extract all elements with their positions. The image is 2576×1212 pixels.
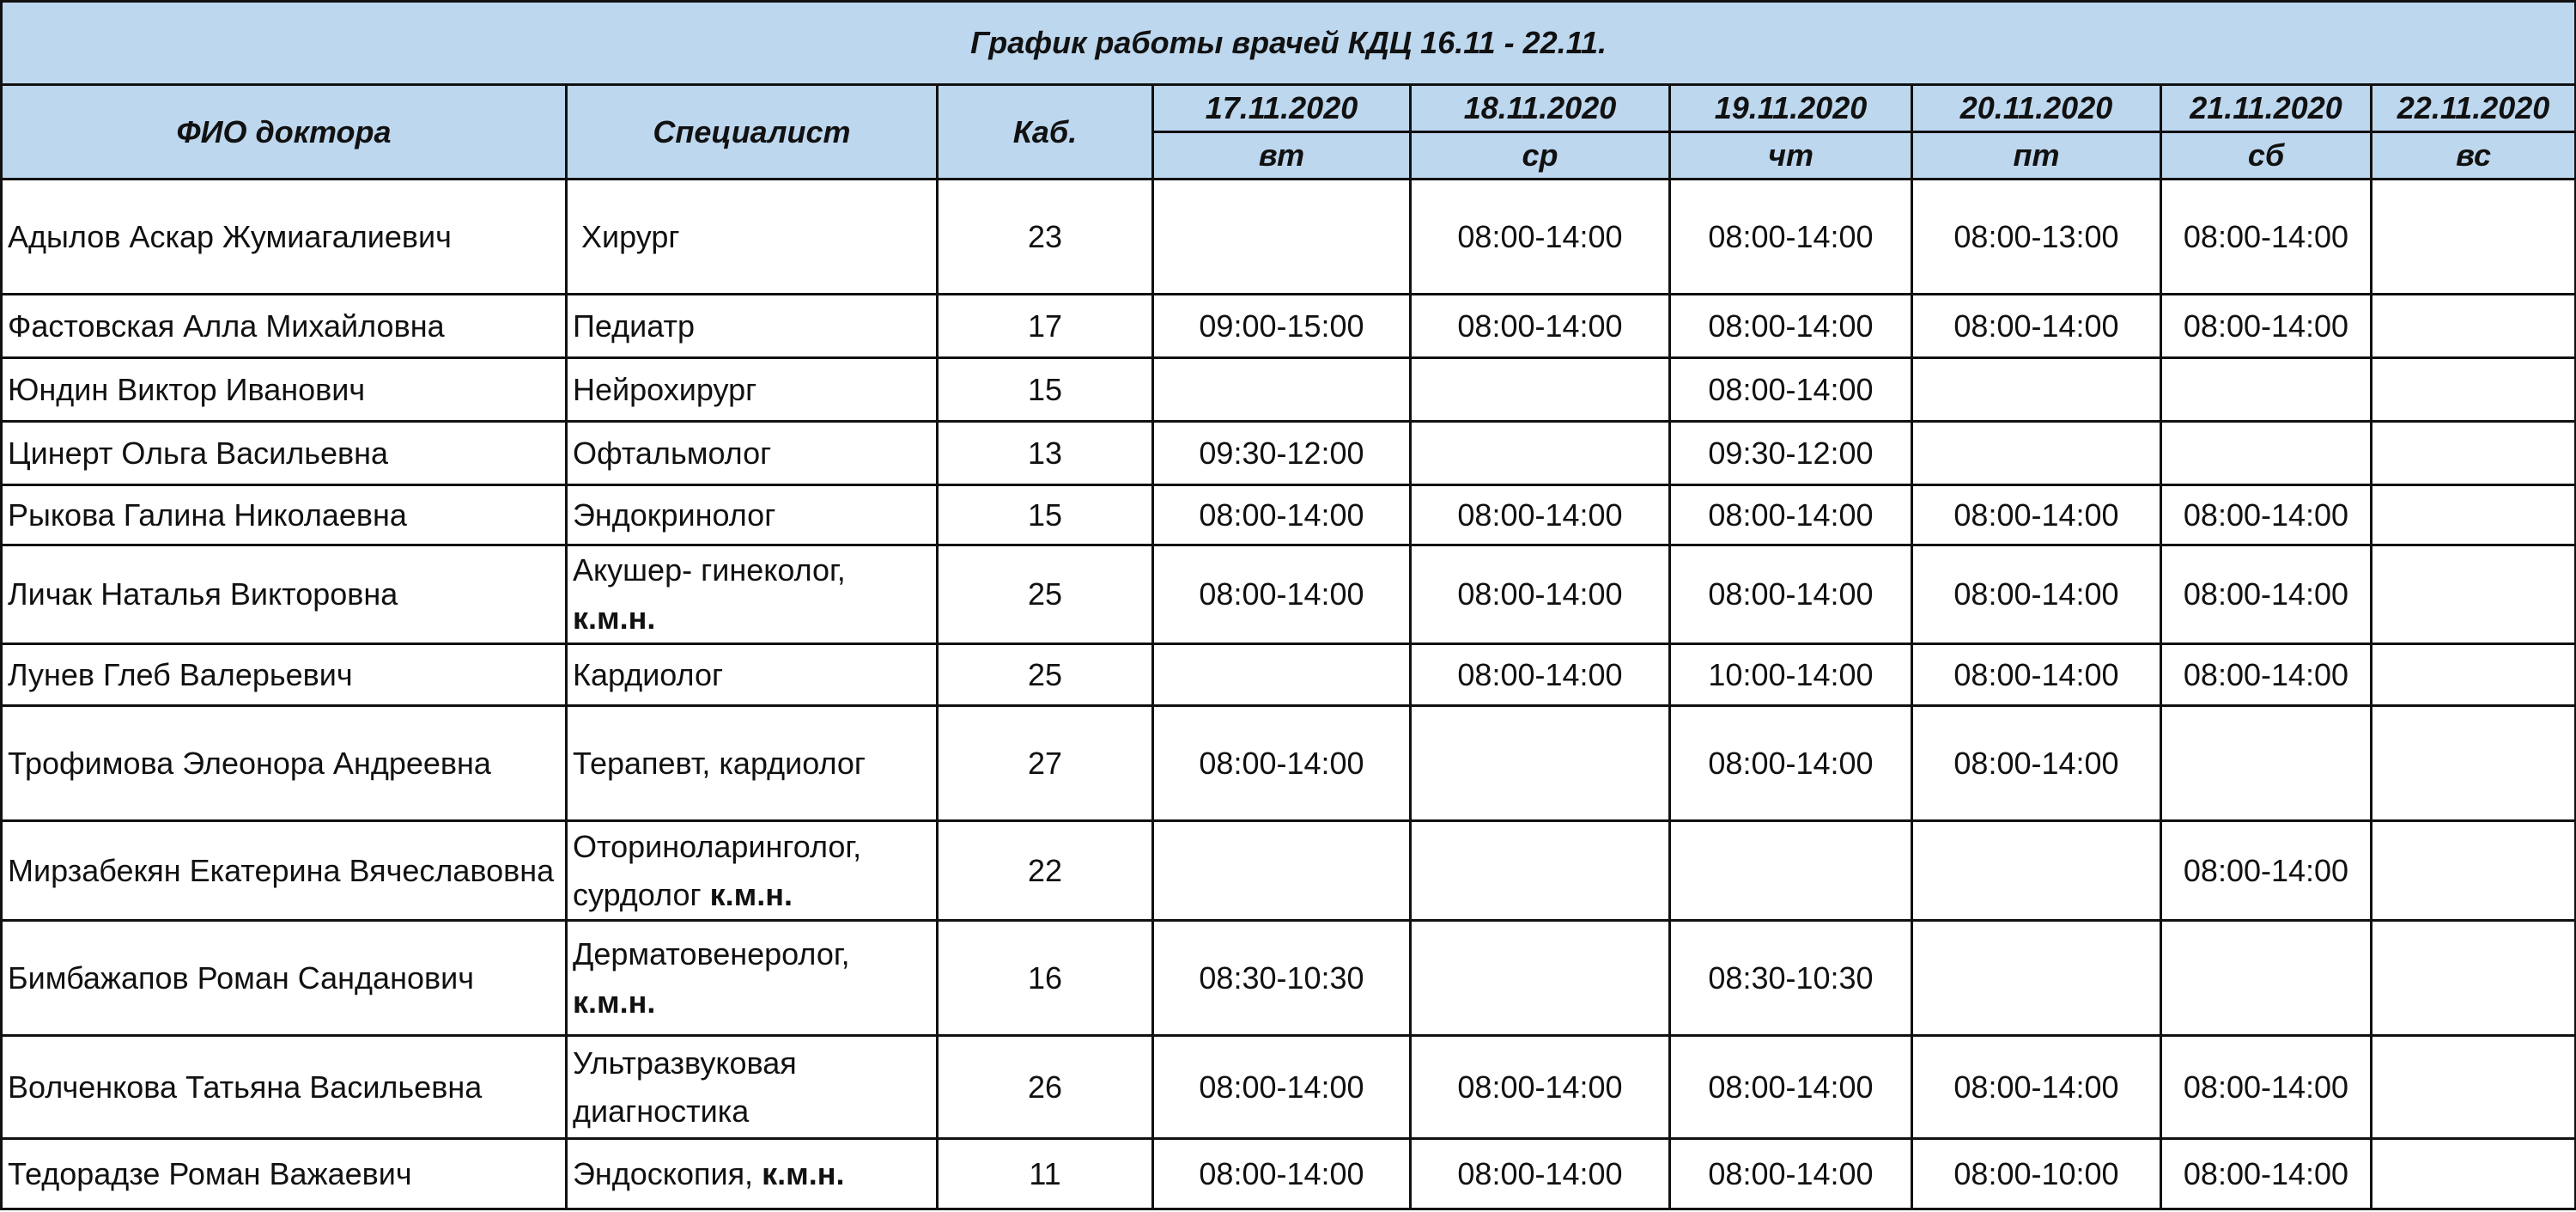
time-cell: [1153, 644, 1411, 706]
table-row: [2, 706, 2576, 821]
time-cell: [2161, 706, 2372, 821]
time-cell: 09:30-12:00: [1670, 422, 1912, 485]
time-cell: [2372, 921, 2576, 1036]
cabinet-number: 27: [938, 706, 1153, 821]
time-cell: [1411, 358, 1670, 422]
time-cell: [1912, 358, 2161, 422]
time-cell: [2161, 422, 2372, 485]
time-cell: 08:00-14:00: [1153, 1139, 1411, 1209]
time-cell: 08:00-14:00: [1670, 706, 1912, 821]
time-cell: 09:30-12:00: [1153, 422, 1411, 485]
time-cell: 08:00-14:00: [1670, 295, 1912, 358]
table-row: [2, 422, 2576, 485]
table-row: [2, 921, 2576, 1036]
doctor-specialty: [567, 1036, 938, 1139]
specialty-text: Офтальмолог: [573, 435, 772, 471]
doctor-name: Трофимова Элеонора Андреевна: [2, 706, 567, 821]
time-cell: [1153, 821, 1411, 921]
time-cell: [2372, 644, 2576, 706]
doctor-specialty: [567, 644, 938, 706]
time-cell: [2372, 422, 2576, 485]
cabinet-number: 25: [938, 545, 1153, 644]
time-cell: 08:00-14:00: [1670, 545, 1912, 644]
doctor-specialty: [567, 485, 938, 545]
time-cell: 08:00-14:00: [2161, 644, 2372, 706]
doctor-specialty: [567, 358, 938, 422]
time-cell: 08:00-14:00: [1411, 1036, 1670, 1139]
header-date: 20.11.2020: [1912, 85, 2161, 132]
cabinet-number: 23: [938, 180, 1153, 295]
header-weekday: пт: [1912, 132, 2161, 180]
cabinet-number: 15: [938, 485, 1153, 545]
time-cell: 08:00-14:00: [1411, 545, 1670, 644]
table-row: [2, 821, 2576, 921]
table-row: [2, 1036, 2576, 1139]
doctor-name: Фастовская Алла Михайловна: [2, 295, 567, 358]
header-weekday: чт: [1670, 132, 1912, 180]
table-row: [2, 1139, 2576, 1209]
time-cell: 08:00-14:00: [2161, 180, 2372, 295]
time-cell: 08:00-14:00: [2161, 1036, 2372, 1139]
time-cell: [1411, 821, 1670, 921]
specialty-text: Эндоскопия,: [573, 1155, 754, 1191]
time-cell: [2372, 545, 2576, 644]
time-cell: 08:00-14:00: [2161, 821, 2372, 921]
header-date: 19.11.2020: [1670, 85, 1912, 132]
specialty-text: Нейрохирург: [573, 371, 757, 407]
header-date: 21.11.2020: [2161, 85, 2372, 132]
doctor-specialty: [567, 706, 938, 821]
specialty-text: Акушер- гинеколог,: [573, 552, 846, 588]
table-row: [2, 644, 2576, 706]
time-cell: 08:00-14:00: [2161, 1139, 2372, 1209]
academic-degree: к.м.н.: [573, 600, 656, 636]
time-cell: 08:00-14:00: [1670, 1139, 1912, 1209]
time-cell: [1912, 821, 2161, 921]
time-cell: 08:00-14:00: [1153, 706, 1411, 821]
specialty-text: Оториноларинголог, сурдолог: [573, 828, 862, 912]
doctor-name: Тедорадзе Роман Важаевич: [2, 1139, 567, 1209]
time-cell: 08:00-14:00: [1670, 1036, 1912, 1139]
time-cell: [1411, 921, 1670, 1036]
cabinet-number: 22: [938, 821, 1153, 921]
doctor-name: Лунев Глеб Валерьевич: [2, 644, 567, 706]
schedule-title: График работы врачей КДЦ 16.11 - 22.11.: [2, 2, 2576, 85]
time-cell: 08:00-14:00: [1912, 706, 2161, 821]
header-name: ФИО доктора: [2, 85, 567, 180]
specialty-text: Кардиолог: [573, 656, 724, 692]
time-cell: 08:00-14:00: [1153, 545, 1411, 644]
time-cell: 08:00-14:00: [2161, 295, 2372, 358]
table-row: [2, 358, 2576, 422]
time-cell: 08:00-14:00: [1912, 485, 2161, 545]
doctor-name: Цинерт Ольга Васильевна: [2, 422, 567, 485]
header-weekday: сб: [2161, 132, 2372, 180]
cabinet-number: 26: [938, 1036, 1153, 1139]
time-cell: 08:00-14:00: [1670, 358, 1912, 422]
header-cabinet: Каб.: [938, 85, 1153, 180]
header-weekday: вс: [2372, 132, 2576, 180]
specialty-text: Эндокринолог: [573, 496, 776, 533]
doctor-name: Адылов Аскар Жумиагалиевич: [2, 180, 567, 295]
time-cell: 08:00-14:00: [1912, 545, 2161, 644]
doctor-name: Мирзабекян Екатерина Вячеславовна: [2, 821, 567, 921]
doctor-name: Волченкова Татьяна Васильевна: [2, 1036, 567, 1139]
cabinet-number: 15: [938, 358, 1153, 422]
time-cell: 08:30-10:30: [1670, 921, 1912, 1036]
time-cell: [2372, 485, 2576, 545]
table-row: [2, 180, 2576, 295]
time-cell: [1912, 921, 2161, 1036]
table-row: [2, 485, 2576, 545]
specialty-text: Дерматовенеролог,: [573, 935, 850, 971]
time-cell: 09:00-15:00: [1153, 295, 1411, 358]
specialty-text: Ультразвуковая диагностика: [573, 1045, 797, 1129]
doctor-specialty: [567, 545, 938, 644]
time-cell: [1411, 706, 1670, 821]
time-cell: 08:00-13:00: [1912, 180, 2161, 295]
academic-degree: к.м.н.: [709, 876, 793, 912]
time-cell: 08:00-14:00: [1411, 180, 1670, 295]
doctor-name: Бимбажапов Роман Санданович: [2, 921, 567, 1036]
doctor-name: Личак Наталья Викторовна: [2, 545, 567, 644]
time-cell: 10:00-14:00: [1670, 644, 1912, 706]
header-date: 22.11.2020: [2372, 85, 2576, 132]
time-cell: 08:00-14:00: [1153, 485, 1411, 545]
doctor-specialty: [567, 921, 938, 1036]
time-cell: [1153, 358, 1411, 422]
time-cell: 08:00-14:00: [1670, 485, 1912, 545]
header-weekday: вт: [1153, 132, 1411, 180]
time-cell: 08:00-14:00: [2161, 545, 2372, 644]
time-cell: 08:00-10:00: [1912, 1139, 2161, 1209]
time-cell: 08:00-14:00: [1912, 1036, 2161, 1139]
doctor-name: Рыкова Галина Николаевна: [2, 485, 567, 545]
time-cell: [2372, 358, 2576, 422]
header-date: 17.11.2020: [1153, 85, 1411, 132]
header-date: 18.11.2020: [1411, 85, 1670, 132]
time-cell: [2372, 1036, 2576, 1139]
specialty-text: Педиатр: [573, 308, 695, 344]
doctor-specialty: [567, 295, 938, 358]
cabinet-number: 11: [938, 1139, 1153, 1209]
time-cell: [1153, 180, 1411, 295]
time-cell: [2372, 295, 2576, 358]
academic-degree: к.м.н.: [762, 1155, 845, 1191]
time-cell: [2372, 706, 2576, 821]
time-cell: 08:00-14:00: [1411, 1139, 1670, 1209]
table-row: [2, 295, 2576, 358]
specialty-text: Терапевт, кардиолог: [573, 745, 866, 781]
time-cell: [1912, 422, 2161, 485]
table-row: [2, 545, 2576, 644]
time-cell: 08:00-14:00: [1670, 180, 1912, 295]
doctor-specialty: [567, 821, 938, 921]
academic-degree: к.м.н.: [573, 984, 656, 1020]
time-cell: 08:00-14:00: [1153, 1036, 1411, 1139]
cabinet-number: 13: [938, 422, 1153, 485]
cabinet-number: 16: [938, 921, 1153, 1036]
time-cell: [2161, 358, 2372, 422]
time-cell: [1670, 821, 1912, 921]
cabinet-number: 17: [938, 295, 1153, 358]
doctor-name: Юндин Виктор Иванович: [2, 358, 567, 422]
time-cell: 08:00-14:00: [1411, 295, 1670, 358]
doctor-specialty: [567, 180, 938, 295]
time-cell: 08:30-10:30: [1153, 921, 1411, 1036]
specialty-text: Хирург: [573, 218, 680, 254]
doctor-specialty: [567, 422, 938, 485]
time-cell: [2372, 1139, 2576, 1209]
time-cell: 08:00-14:00: [1411, 644, 1670, 706]
time-cell: 08:00-14:00: [1912, 644, 2161, 706]
time-cell: 08:00-14:00: [1411, 485, 1670, 545]
header-weekday: ср: [1411, 132, 1670, 180]
time-cell: [2372, 180, 2576, 295]
time-cell: [2161, 921, 2372, 1036]
header-specialist: Специалист: [567, 85, 938, 180]
time-cell: [1411, 422, 1670, 485]
time-cell: 08:00-14:00: [1912, 295, 2161, 358]
time-cell: [2372, 821, 2576, 921]
cabinet-number: 25: [938, 644, 1153, 706]
doctor-specialty: [567, 1139, 938, 1209]
time-cell: 08:00-14:00: [2161, 485, 2372, 545]
